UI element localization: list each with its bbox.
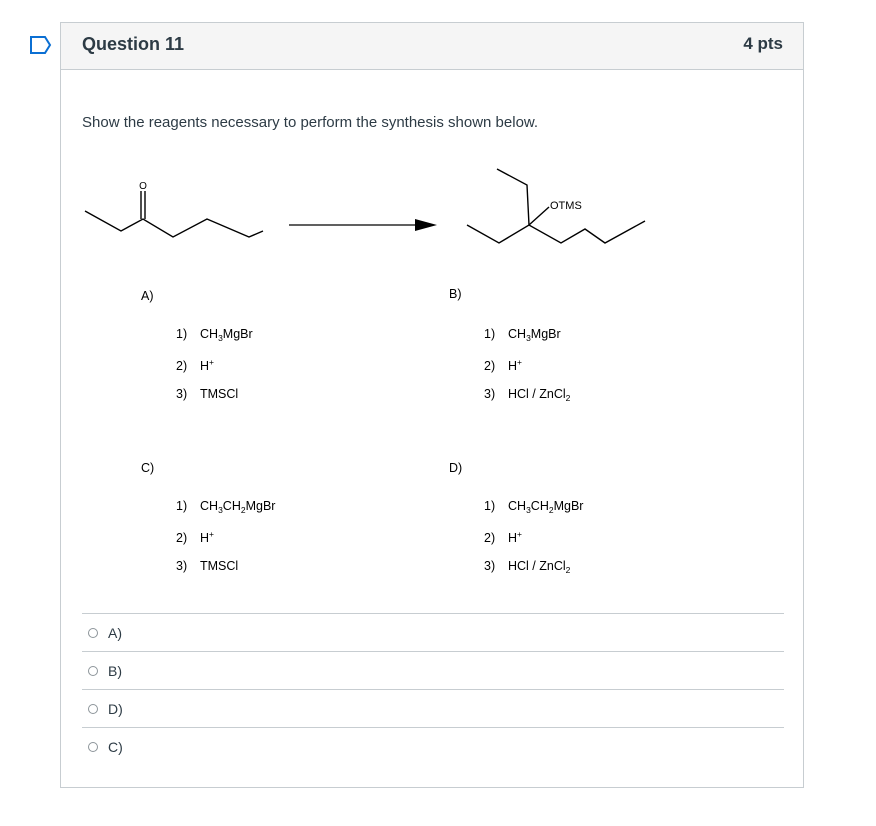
reagent-step-number: 3): [484, 559, 496, 573]
reagent-text: 3: [526, 505, 531, 515]
reaction-scheme-image: [75, 145, 675, 255]
reagent-step-number: 1): [484, 327, 496, 341]
answer-option[interactable]: [82, 651, 784, 689]
reagent-step: [176, 387, 238, 401]
reagent-text: CH: [508, 499, 527, 513]
question-title: Question 11: [82, 34, 185, 54]
reagent-text: 2: [548, 505, 554, 515]
reagent-step: [484, 327, 561, 343]
reagent-text: CH: [200, 327, 219, 341]
reagent-step-number: 2): [176, 531, 188, 545]
question-points: 4 pts: [743, 34, 783, 53]
reagent-text: CH: [530, 499, 549, 513]
reagent-step-number: 2): [484, 359, 496, 373]
radio-button[interactable]: [88, 704, 98, 714]
option-b-label: B): [449, 287, 462, 301]
reagent-step: [176, 357, 214, 373]
reagent-text: H: [508, 359, 518, 373]
product-otms-label: OTMS: [550, 200, 582, 212]
reagent-text: HCl / ZnCl: [508, 559, 566, 573]
carbonyl-oxygen-label: O: [139, 181, 147, 192]
reagent-text: TMSCl: [200, 387, 239, 401]
answer-list: [82, 613, 784, 765]
reagent-step-number: 3): [176, 387, 188, 401]
reagent-step-number: 3): [484, 387, 496, 401]
reagent-text: HCl / ZnCl: [508, 387, 566, 401]
reagent-text: CH: [222, 499, 241, 513]
reagent-step: [484, 499, 583, 515]
reagent-step-number: 2): [484, 531, 496, 545]
reagent-step-number: 1): [176, 327, 188, 341]
answer-label[interactable]: D): [108, 701, 123, 717]
reagent-step: [484, 529, 522, 545]
question-card: [60, 22, 804, 788]
reagent-text: CH: [508, 327, 527, 341]
reagent-text: H: [200, 359, 210, 373]
reagent-text: MgBr: [553, 499, 584, 513]
radio-button[interactable]: [88, 628, 98, 638]
question-header: [61, 23, 803, 70]
answer-label[interactable]: B): [108, 663, 122, 679]
reagent-text: +: [209, 357, 214, 367]
reagent-text: 3: [218, 333, 223, 343]
reagent-text: 3: [218, 505, 223, 515]
answer-option[interactable]: [82, 727, 784, 765]
reagent-text: +: [517, 529, 522, 539]
reagent-step-number: 3): [176, 559, 188, 573]
option-c-label: C): [141, 461, 155, 475]
question-prompt: Show the reagents necessary to perform the synthesis shown below.: [82, 114, 539, 131]
reagent-step: [176, 499, 275, 515]
reagent-text: 2: [240, 505, 246, 515]
reagent-step-number: 2): [176, 359, 188, 373]
option-a-label: A): [141, 289, 154, 303]
option-d-label: D): [449, 461, 463, 475]
reagent-step-number: 1): [176, 499, 188, 513]
reagent-step: [484, 357, 522, 373]
reagent-text: TMSCl: [200, 559, 239, 573]
answer-option[interactable]: [82, 689, 784, 727]
reagent-text: 2: [565, 565, 571, 575]
reagent-text: MgBr: [530, 327, 561, 341]
reagent-text: H: [508, 531, 518, 545]
radio-button[interactable]: [88, 742, 98, 752]
reagent-step: [176, 559, 238, 573]
reagent-text: 3: [526, 333, 531, 343]
reagent-text: +: [517, 357, 522, 367]
reagent-step-number: 1): [484, 499, 496, 513]
reagent-text: CH: [200, 499, 219, 513]
reagent-step: [176, 529, 214, 545]
reagent-text: 2: [565, 393, 571, 403]
radio-button[interactable]: [88, 666, 98, 676]
reagent-text: H: [200, 531, 210, 545]
reagent-text: MgBr: [245, 499, 276, 513]
reagent-step: [484, 387, 570, 403]
answer-option[interactable]: [82, 613, 784, 651]
answer-label[interactable]: C): [108, 739, 123, 755]
answer-label[interactable]: A): [108, 625, 122, 641]
reagent-text: +: [209, 529, 214, 539]
bookmark-flag-icon[interactable]: [29, 35, 53, 55]
reagent-step: [484, 559, 570, 575]
reagent-text: MgBr: [222, 327, 253, 341]
reagent-step: [176, 327, 253, 343]
